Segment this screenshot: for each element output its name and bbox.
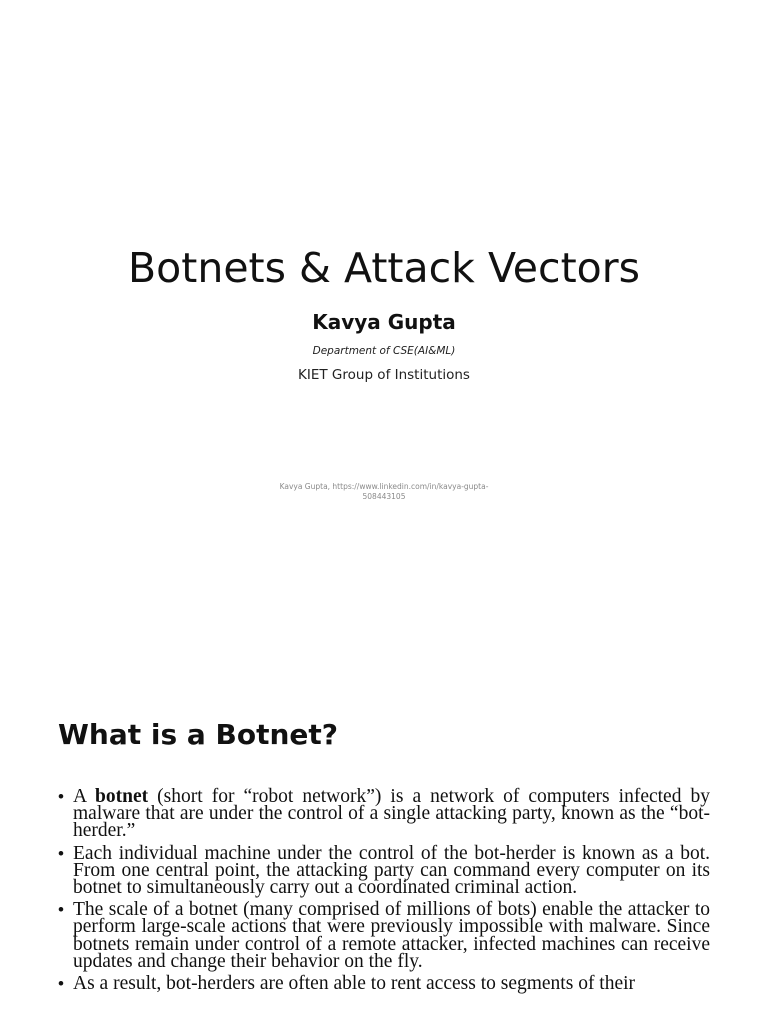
footer-attribution: [268, 482, 500, 502]
bullet-item: [58, 788, 710, 840]
department-label: Department of CSE(AI&ML): [312, 345, 456, 357]
footer-line-1: Kavya Gupta, https://www.linkedin.com/in/kavya-gupta-: [279, 482, 489, 491]
slide-heading: What is a Botnet?: [58, 718, 339, 751]
bullet-item: [58, 973, 710, 995]
bullet-text: The scale of a botnet (many comprised of millions of bots) enable the attacker to perform large-scale actions that were previously impossible with malware. Since botnets remain under control of a remote attacker, infected machines can receive updates and change their behavior on the fly.: [73, 899, 710, 972]
author-name: Kavya Gupta: [312, 310, 456, 334]
bold-term: botnet: [95, 786, 149, 807]
bullet-list: [58, 788, 710, 997]
bullet-text: (short for “robot network”) is a network of computers infected by malware that are under the control of a single attacking party, known as the “bot-herder.”: [73, 786, 710, 842]
bullet-item: [58, 901, 710, 970]
bullet-item: [58, 842, 710, 899]
footer-line-2: 508443105: [362, 492, 406, 501]
bullet-text: As a result, bot-herders are often able to rent access to segments of their: [73, 973, 636, 995]
bullet-marker: •: [58, 787, 64, 806]
bullet-marker: •: [58, 843, 64, 863]
content-slide: [0, 700, 768, 1024]
bullet-marker: •: [58, 974, 64, 994]
bullet-prefix: A: [73, 786, 96, 807]
bullet-text: Each individual machine under the control of the bot-herder is known as a bot. From one central point, the attacking party can command every computer on its botnet to simultaneously carry out a coordinated criminal action.: [73, 842, 710, 899]
institution-label: KIET Group of Institutions: [298, 367, 470, 383]
presentation-title: Botnets & Attack Vectors: [128, 244, 640, 292]
bullet-marker: •: [58, 900, 64, 920]
